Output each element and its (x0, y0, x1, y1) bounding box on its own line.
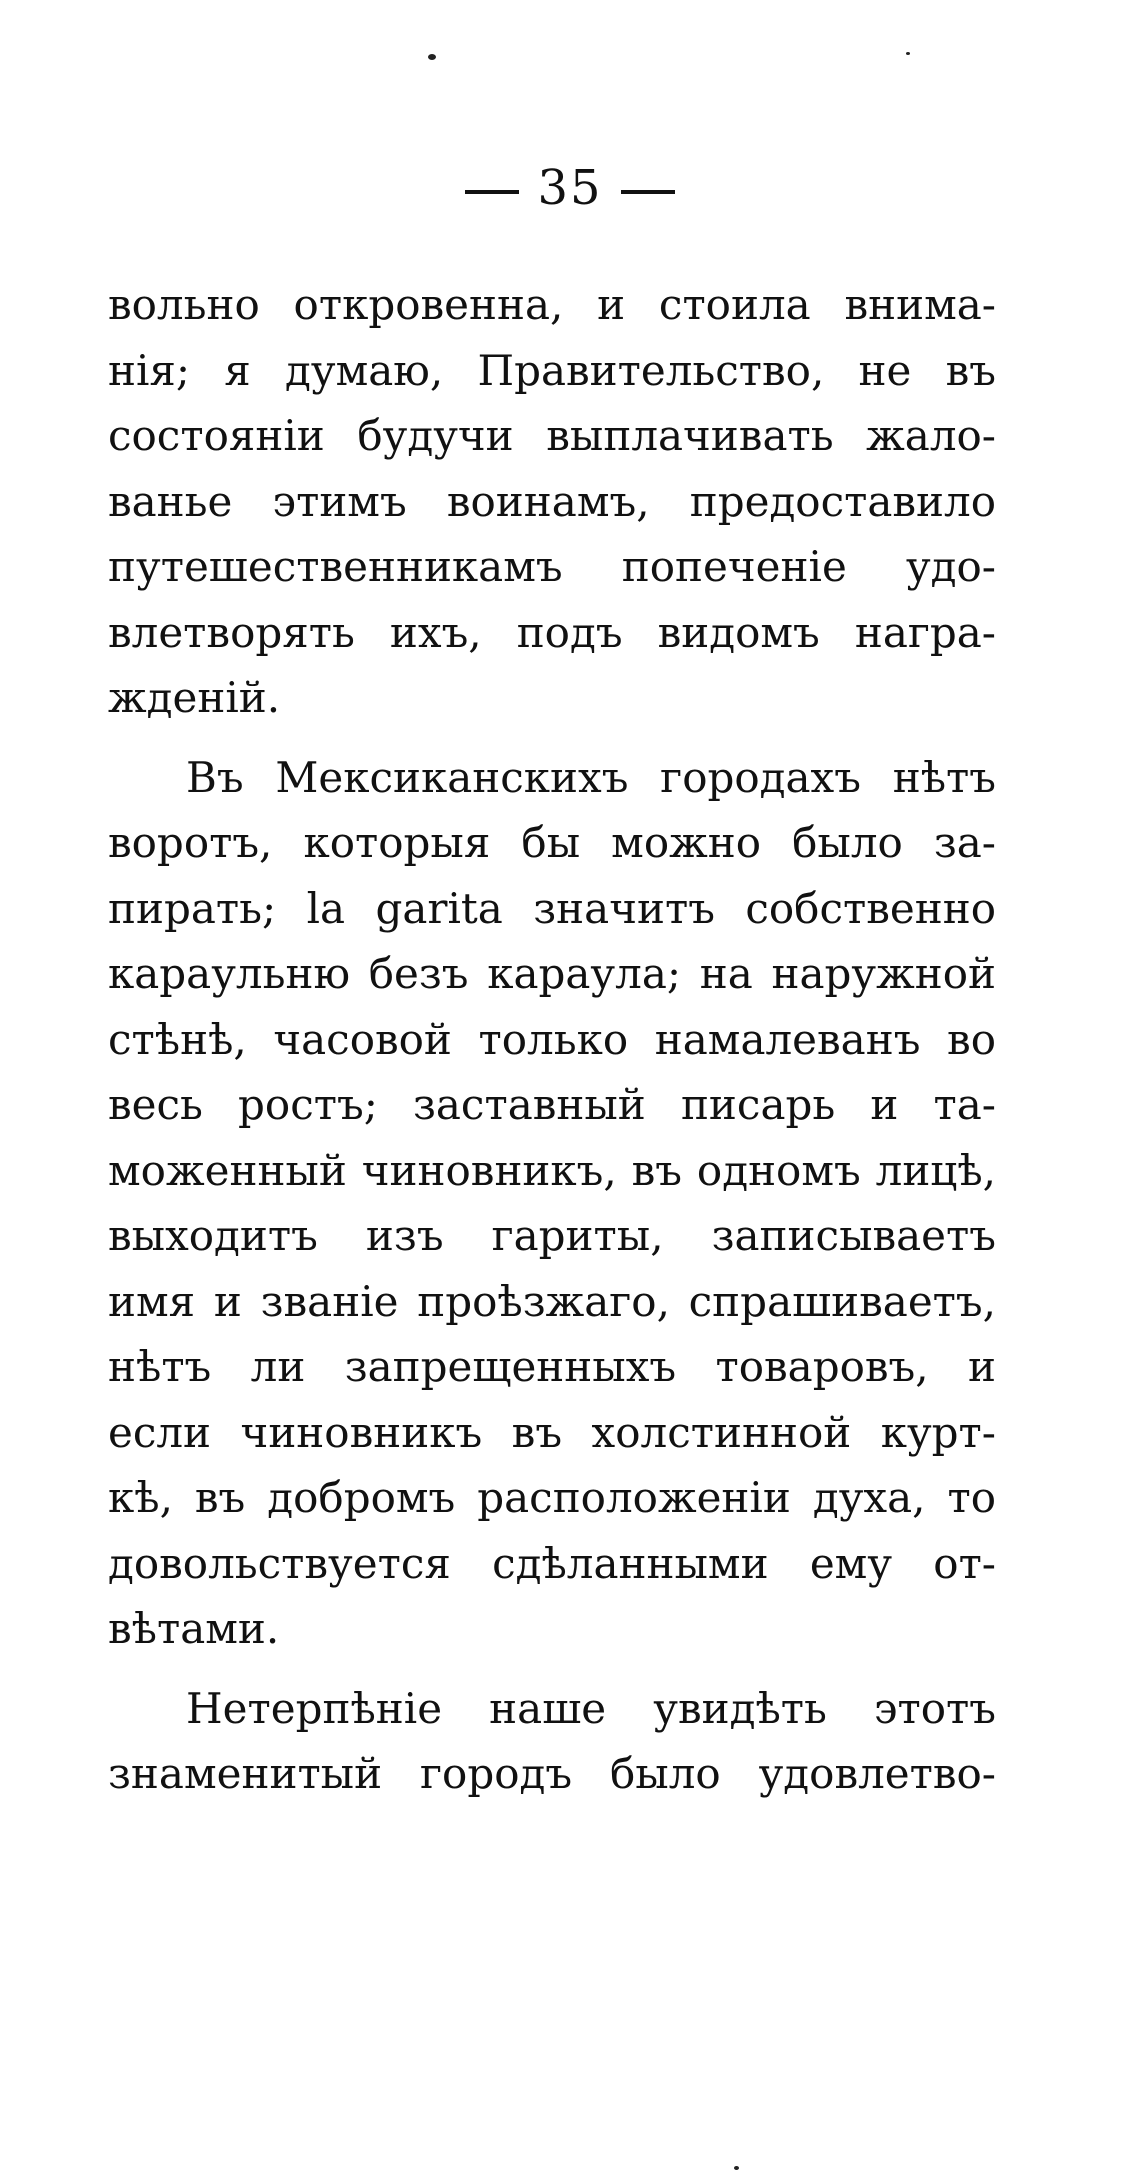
print-speck (428, 54, 436, 60)
paragraph (108, 745, 996, 1662)
paragraph (108, 1676, 996, 1807)
text-line: выходитъ изъ гариты, записываетъ (108, 1211, 996, 1260)
text-line: нѣтъ ли запрещенныхъ товаровъ, и (108, 1342, 996, 1391)
header-dash-left (465, 190, 519, 194)
text-line: имя и званіе проѣзжаго, спрашиваетъ, (108, 1276, 996, 1326)
text-line: довольствуется сдѣланными ему от- (108, 1538, 996, 1588)
paragraph-gap (108, 1662, 996, 1676)
paragraph (108, 272, 996, 731)
text-line: весь ростъ; заставный писарь и та- (108, 1080, 996, 1129)
text-line: ванье этимъ воинамъ, предоставило (108, 476, 996, 526)
text-line: нія; я думаю, Правительство, не въ (108, 345, 996, 395)
header-dash-right (621, 190, 675, 194)
text-line: Въ Мексиканскихъ городахъ нѣтъ (186, 752, 996, 802)
text-line: путешественникамъ попеченіе удо- (108, 542, 996, 591)
print-speck (906, 52, 910, 55)
text-line: состояніи будучи выплачивать жало- (108, 411, 996, 460)
text-line: влетворять ихъ, подъ видомъ награ- (108, 607, 996, 657)
text-line: жденій. (108, 673, 281, 722)
text-line: стѣнѣ, часовой только намалеванъ во (108, 1014, 996, 1064)
text-line: караульню безъ караула; на наружной (108, 949, 996, 998)
text-line: вольно откровенна, и стоила внима- (108, 280, 996, 329)
text-line: моженный чиновникъ, въ одномъ лицѣ, (108, 1145, 996, 1195)
paragraph-gap (108, 731, 996, 745)
page-number: 35 (537, 160, 603, 216)
print-speck (734, 2166, 739, 2170)
page-header (0, 160, 1140, 216)
text-line: пирать; la garita значитъ собственно (108, 883, 996, 933)
text-line: вѣтами. (108, 1604, 280, 1653)
page-body (108, 272, 996, 1807)
text-line: воротъ, которыя бы можно было за- (108, 818, 996, 867)
text-line: если чиновникъ въ холстинной курт- (108, 1407, 996, 1457)
text-line: знаменитый городъ было удовлетво- (108, 1749, 996, 1798)
text-line: кѣ, въ добромъ расположеніи духа, то (108, 1473, 996, 1522)
text-line: Нетерпѣніе наше увидѣть этотъ (186, 1683, 996, 1733)
